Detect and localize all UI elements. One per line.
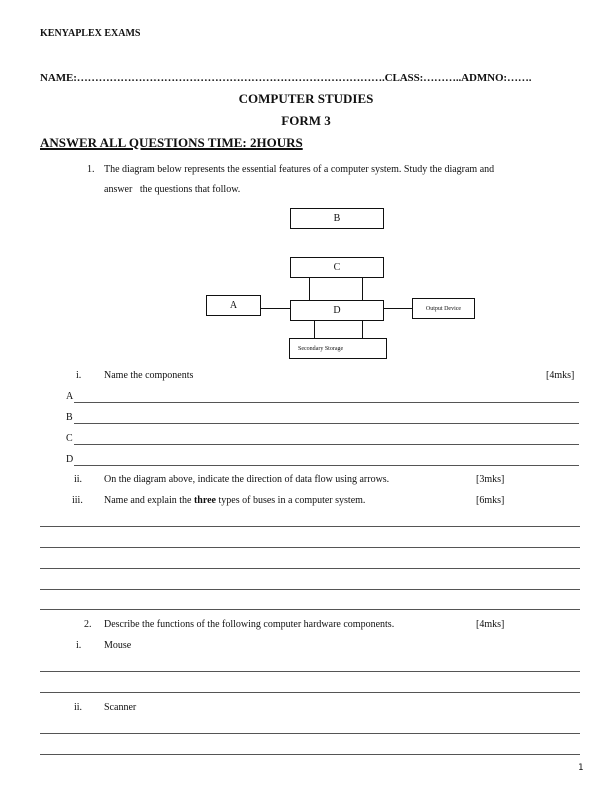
q1-part-iii-number: iii. bbox=[72, 495, 83, 506]
q1-part-iii-text bbox=[104, 495, 365, 506]
answer-label-d: D bbox=[66, 454, 74, 465]
q1-part-ii-number: ii. bbox=[74, 474, 83, 485]
connector-c-d-right bbox=[362, 278, 363, 300]
org-title: KENYAPLEX EXAMS bbox=[40, 28, 141, 39]
answer-line[interactable] bbox=[40, 733, 580, 734]
name-class-admno-line: NAME:………………………………………………………………………….CLASS:………..ADMNO:……. bbox=[40, 72, 532, 84]
answer-line-a[interactable] bbox=[74, 402, 579, 403]
q1-part-iii-bold: three bbox=[193, 495, 216, 506]
answer-line-d[interactable] bbox=[74, 465, 579, 466]
answer-line-b[interactable] bbox=[74, 423, 579, 424]
q2-part-i-text: Mouse bbox=[104, 640, 132, 651]
diagram-box-output-device: Output Device bbox=[412, 298, 475, 319]
q1-part-i-marks: [4mks] bbox=[546, 370, 575, 381]
q2-number: 2. bbox=[84, 619, 92, 630]
connector-d-storage-left bbox=[314, 321, 315, 338]
q1-part-iii-marks: [6mks] bbox=[476, 495, 505, 506]
answer-label-b: B bbox=[66, 412, 73, 423]
answer-line[interactable] bbox=[40, 526, 580, 527]
answer-line-c[interactable] bbox=[74, 444, 579, 445]
diagram-box-b: B bbox=[290, 208, 384, 229]
diagram-box-a: A bbox=[206, 295, 261, 316]
q2-text: Describe the functions of the following computer hardware components. bbox=[104, 619, 395, 630]
answer-label-c: C bbox=[66, 433, 73, 444]
q1-part-iii-text-before: Name and explain the bbox=[104, 495, 194, 506]
diagram-box-d: D bbox=[290, 300, 384, 321]
q2-part-ii-number: ii. bbox=[74, 702, 83, 713]
instructions: ANSWER ALL QUESTIONS TIME: 2HOURS bbox=[40, 135, 303, 150]
form-title: FORM 3 bbox=[281, 113, 331, 128]
answer-line[interactable] bbox=[40, 692, 580, 693]
connector-c-d-left bbox=[309, 278, 310, 300]
q2-part-ii-text: Scanner bbox=[104, 702, 137, 713]
q1-part-iii-text-after: types of buses in a computer system. bbox=[216, 495, 366, 506]
q1-part-i-number: i. bbox=[76, 370, 82, 381]
connector-a-d bbox=[261, 308, 290, 309]
subject-title: COMPUTER STUDIES bbox=[238, 91, 374, 106]
answer-line[interactable] bbox=[40, 609, 580, 610]
q2-marks: [4mks] bbox=[476, 619, 505, 630]
connector-d-output bbox=[384, 308, 412, 309]
q1-number: 1. bbox=[87, 164, 95, 175]
q1-text: The diagram below represents the essential features of a computer system. Study the diagram and bbox=[104, 164, 495, 175]
q2-part-i-number: i. bbox=[76, 640, 82, 651]
q1-part-ii-marks: [3mks] bbox=[476, 474, 505, 485]
answer-label-a: A bbox=[66, 391, 74, 402]
q1-text-cont: answer the questions that follow. bbox=[104, 184, 241, 195]
diagram-box-c: C bbox=[290, 257, 384, 278]
answer-line[interactable] bbox=[40, 754, 580, 755]
answer-line[interactable] bbox=[40, 568, 580, 569]
page-number: 1 bbox=[578, 763, 584, 773]
q1-part-ii-text: On the diagram above, indicate the direction of data flow using arrows. bbox=[104, 474, 390, 485]
q1-part-i-text: Name the components bbox=[104, 370, 194, 381]
answer-line[interactable] bbox=[40, 671, 580, 672]
connector-d-storage-right bbox=[362, 321, 363, 338]
answer-line[interactable] bbox=[40, 547, 580, 548]
diagram-box-secondary-storage: Secondary Storage bbox=[289, 338, 387, 359]
answer-line[interactable] bbox=[40, 589, 580, 590]
